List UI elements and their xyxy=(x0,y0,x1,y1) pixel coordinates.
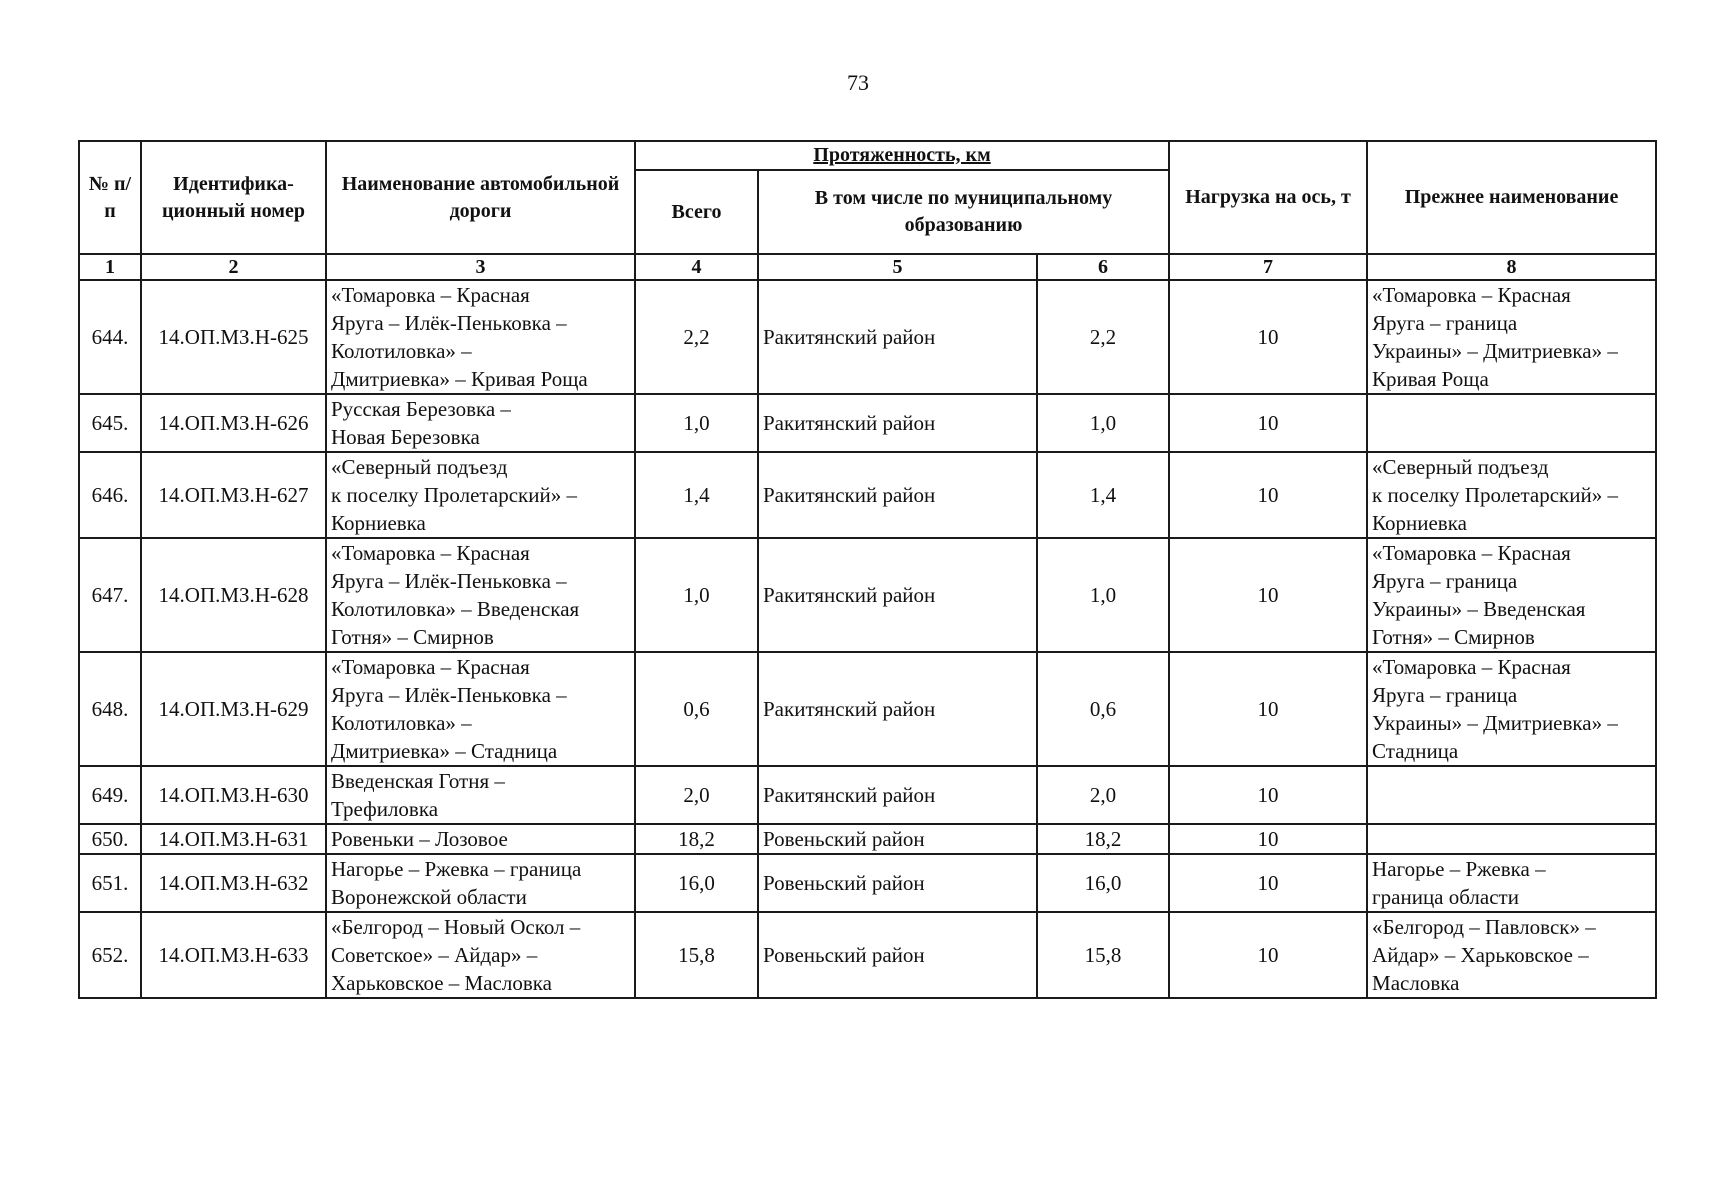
header-load: Нагрузка на ось, т xyxy=(1169,141,1367,254)
table-row xyxy=(79,652,1656,766)
road-id: 14.ОП.МЗ.Н-627 xyxy=(141,452,326,538)
axle-load: 10 xyxy=(1169,280,1367,394)
axle-load: 10 xyxy=(1169,394,1367,452)
length-municipal: 2,2 xyxy=(1037,280,1169,394)
municipality: Ракитянский район xyxy=(758,538,1037,652)
road-id: 14.ОП.МЗ.Н-631 xyxy=(141,824,326,854)
former-name xyxy=(1367,394,1656,452)
row-number: 645. xyxy=(79,394,141,452)
length-municipal: 15,8 xyxy=(1037,912,1169,998)
road-name: «Томаровка – Красная Яруга – Илёк-Пеньковка – Колотиловка» – Дмитриевка» – Стадница xyxy=(326,652,635,766)
length-total: 1,4 xyxy=(635,452,758,538)
row-number: 651. xyxy=(79,854,141,912)
length-total: 18,2 xyxy=(635,824,758,854)
length-municipal: 1,0 xyxy=(1037,394,1169,452)
page-number: 73 xyxy=(847,70,869,95)
col-number: 7 xyxy=(1169,254,1367,280)
length-total: 16,0 xyxy=(635,854,758,912)
length-municipal: 16,0 xyxy=(1037,854,1169,912)
header-name: Наименование автомобильной дороги xyxy=(326,141,635,254)
road-name: «Томаровка – Красная Яруга – Илёк-Пеньковка – Колотиловка» – Введенская Готня» – Смирнов xyxy=(326,538,635,652)
municipality: Ракитянский район xyxy=(758,394,1037,452)
row-number: 647. xyxy=(79,538,141,652)
row-number: 650. xyxy=(79,824,141,854)
road-id: 14.ОП.МЗ.Н-625 xyxy=(141,280,326,394)
row-number: 648. xyxy=(79,652,141,766)
col-number: 4 xyxy=(635,254,758,280)
municipality: Ровеньский район xyxy=(758,824,1037,854)
table-row xyxy=(79,766,1656,824)
former-name: «Белгород – Павловск» – Айдар» – Харьковское – Масловка xyxy=(1367,912,1656,998)
col-number: 6 xyxy=(1037,254,1169,280)
former-name: Нагорье – Ржевка – граница области xyxy=(1367,854,1656,912)
municipality: Ракитянский район xyxy=(758,452,1037,538)
former-name xyxy=(1367,824,1656,854)
header-num: № п/п xyxy=(79,141,141,254)
road-id: 14.ОП.МЗ.Н-633 xyxy=(141,912,326,998)
axle-load: 10 xyxy=(1169,538,1367,652)
header-incl: В том числе по муниципальному образованию xyxy=(758,170,1169,254)
table-row xyxy=(79,280,1656,394)
axle-load: 10 xyxy=(1169,824,1367,854)
length-municipal: 18,2 xyxy=(1037,824,1169,854)
former-name xyxy=(1367,766,1656,824)
road-name: «Томаровка – Красная Яруга – Илёк-Пеньковка – Колотиловка» – Дмитриевка» – Кривая Роща xyxy=(326,280,635,394)
road-name: Русская Березовка – Новая Березовка xyxy=(326,394,635,452)
former-name: «Северный подъезд к поселку Пролетарский» – Корниевка xyxy=(1367,452,1656,538)
axle-load: 10 xyxy=(1169,452,1367,538)
col-number: 2 xyxy=(141,254,326,280)
header-length: Протяженность, км xyxy=(635,141,1169,170)
roads-table xyxy=(78,140,1657,999)
header-old-name: Прежнее наименование xyxy=(1367,141,1656,254)
former-name: «Томаровка – Красная Яруга – граница Украины» – Дмитриевка» – Кривая Роща xyxy=(1367,280,1656,394)
length-total: 1,0 xyxy=(635,538,758,652)
col-number: 5 xyxy=(758,254,1037,280)
length-municipal: 0,6 xyxy=(1037,652,1169,766)
length-municipal: 1,4 xyxy=(1037,452,1169,538)
municipality: Ровеньский район xyxy=(758,912,1037,998)
table-row xyxy=(79,394,1656,452)
header-id: Идентифика- ционный номер xyxy=(141,141,326,254)
row-number: 649. xyxy=(79,766,141,824)
length-total: 0,6 xyxy=(635,652,758,766)
length-municipal: 1,0 xyxy=(1037,538,1169,652)
road-id: 14.ОП.МЗ.Н-630 xyxy=(141,766,326,824)
road-name: Введенская Готня – Трефиловка xyxy=(326,766,635,824)
axle-load: 10 xyxy=(1169,854,1367,912)
road-id: 14.ОП.МЗ.Н-626 xyxy=(141,394,326,452)
length-total: 1,0 xyxy=(635,394,758,452)
axle-load: 10 xyxy=(1169,912,1367,998)
length-municipal: 2,0 xyxy=(1037,766,1169,824)
length-total: 15,8 xyxy=(635,912,758,998)
axle-load: 10 xyxy=(1169,652,1367,766)
municipality: Ракитянский район xyxy=(758,766,1037,824)
length-total: 2,2 xyxy=(635,280,758,394)
road-name: Ровеньки – Лозовое xyxy=(326,824,635,854)
road-name: «Белгород – Новый Оскол – Советское» – Айдар» – Харьковское – Масловка xyxy=(326,912,635,998)
table-row xyxy=(79,854,1656,912)
road-id: 14.ОП.МЗ.Н-628 xyxy=(141,538,326,652)
road-name: Нагорье – Ржевка – граница Воронежской области xyxy=(326,854,635,912)
road-id: 14.ОП.МЗ.Н-632 xyxy=(141,854,326,912)
row-number: 646. xyxy=(79,452,141,538)
table-row xyxy=(79,452,1656,538)
former-name: «Томаровка – Красная Яруга – граница Украины» – Дмитриевка» – Стадница xyxy=(1367,652,1656,766)
length-total: 2,0 xyxy=(635,766,758,824)
row-number: 652. xyxy=(79,912,141,998)
row-number: 644. xyxy=(79,280,141,394)
table-row xyxy=(79,912,1656,998)
col-number: 8 xyxy=(1367,254,1656,280)
axle-load: 10 xyxy=(1169,766,1367,824)
col-number: 1 xyxy=(79,254,141,280)
column-numbers-row xyxy=(79,254,1656,280)
table-row xyxy=(79,824,1656,854)
former-name: «Томаровка – Красная Яруга – граница Украины» – Введенская Готня» – Смирнов xyxy=(1367,538,1656,652)
road-id: 14.ОП.МЗ.Н-629 xyxy=(141,652,326,766)
municipality: Ракитянский район xyxy=(758,652,1037,766)
municipality: Ракитянский район xyxy=(758,280,1037,394)
table-row xyxy=(79,538,1656,652)
header-total: Всего xyxy=(635,170,758,254)
municipality: Ровеньский район xyxy=(758,854,1037,912)
col-number: 3 xyxy=(326,254,635,280)
road-name: «Северный подъезд к поселку Пролетарский» – Корниевка xyxy=(326,452,635,538)
